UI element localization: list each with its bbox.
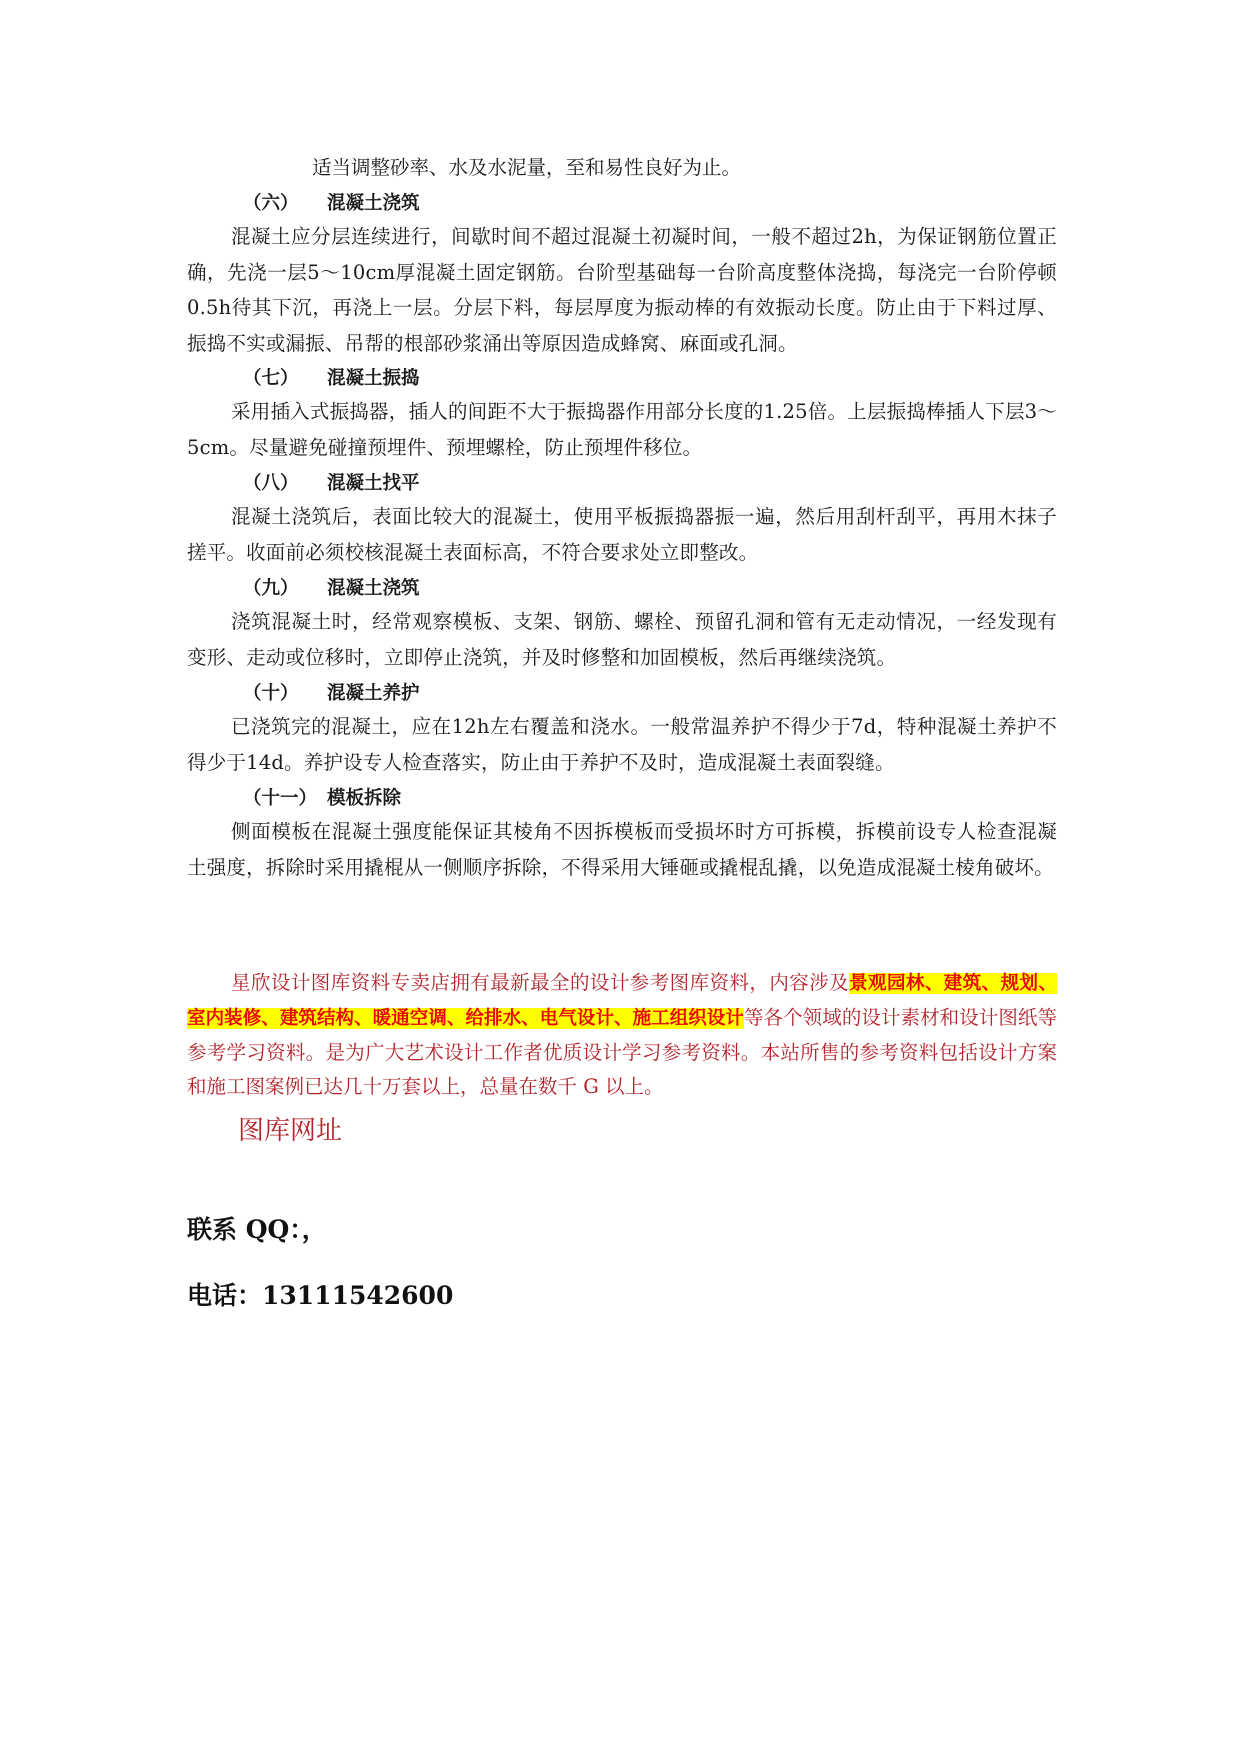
section-heading-7 [243,363,420,395]
section-number: （九） [243,578,299,599]
ad-highlight-text: 景观园林、建筑、规划、室内装修、建筑结构、暖通空调、给排水、电气设计、施工组织设计 [187,973,1057,1029]
store-ad-paragraph [187,966,1057,1104]
section-title: 混凝土振捣 [327,368,420,389]
section-number: （七） [243,368,299,389]
ad-tail-text: 等各个领域的设计素材和设计图纸等参考学习资料。是为广大艺术设计工作者优质设计学习参考资料。本站所售的参考资料包括设计方案和施工图案例已达几十万套以上，总量在数千 G 以上。 [187,1006,1057,1098]
section-number: （十一） [243,788,318,809]
section-title: 混凝土找平 [327,473,420,494]
section-title: 混凝土浇筑 [327,578,420,599]
section-body-11: 侧面模板在混凝土强度能保证其棱角不因拆模板而受损坏时方可拆模，拆模前设专人检查混凝土强度，拆除时采用撬棍从一侧顺序拆除，不得采用大锤砸或撬棍乱撬，以免造成混凝土棱角破坏。 [187,820,1057,879]
section-body-7: 采用插入式振捣器，插人的间距不大于振捣器作用部分长度的1.25倍。上层振捣棒插人下层3～5cm。尽量避免碰撞预埋件、预埋螺栓，防止预埋件移位。 [187,400,1057,459]
section-body-8: 混凝土浇筑后，表面比较大的混凝土，使用平板振捣器振一遍，然后用刮杆刮平，再用木抹子搓平。收面前必须校核混凝土表面标高，不符合要求处立即整改。 [187,505,1057,564]
contact-phone: 电话：13111542600 [187,1281,454,1310]
ad-lead-text: 星欣设计图库资料专卖店拥有最新最全的设计参考图库资料，内容涉及 [231,971,850,994]
section-number: （六） [243,193,299,214]
section-heading-9 [243,573,420,605]
contact-qq: 联系 QQ：， [187,1215,327,1244]
section-number: （十） [243,683,299,704]
section-body-10: 已浇筑完的混凝土，应在12h左右覆盖和浇水。一般常温养护不得少于7d，特种混凝土养护不得少于14d。养护设专人检查落实，防止由于养护不及时，造成混凝土表面裂缝。 [187,715,1057,774]
section-heading-10 [243,678,420,710]
section-number: （八） [243,473,299,494]
section-heading-11 [243,783,401,815]
section-title: 模板拆除 [327,788,402,809]
gallery-link[interactable]: 图库网址 [238,1116,343,1146]
section-heading-6 [243,188,420,220]
section-title: 混凝土浇筑 [327,193,420,214]
section-body-6: 混凝土应分层连续进行，间歇时间不超过混凝土初凝时间，一般不超过2h，为保证钢筋位置正确，先浇一层5～10cm厚混凝土固定钢筋。台阶型基础每一台阶高度整体浇捣，每浇完一台阶停顿0.5h待其下沉，再浇上一层。分层下料，每层厚度为振动棒的有效振动长度。防止由于下料过厚、振捣不实或漏振、吊帮的根部砂浆涌出等原因造成蜂窝、麻面或孔洞。 [187,225,1057,355]
section-heading-8 [243,468,420,500]
section-body-9: 浇筑混凝土时，经常观察模板、支架、钢筋、螺栓、预留孔洞和管有无走动情况，一经发现有变形、走动或位移时，立即停止浇筑，并及时修整和加固模板，然后再继续浇筑。 [187,610,1057,669]
section-title: 混凝土养护 [327,683,420,704]
intro-line: 适当调整砂率、水及水泥量，至和易性良好为止。 [312,156,742,179]
